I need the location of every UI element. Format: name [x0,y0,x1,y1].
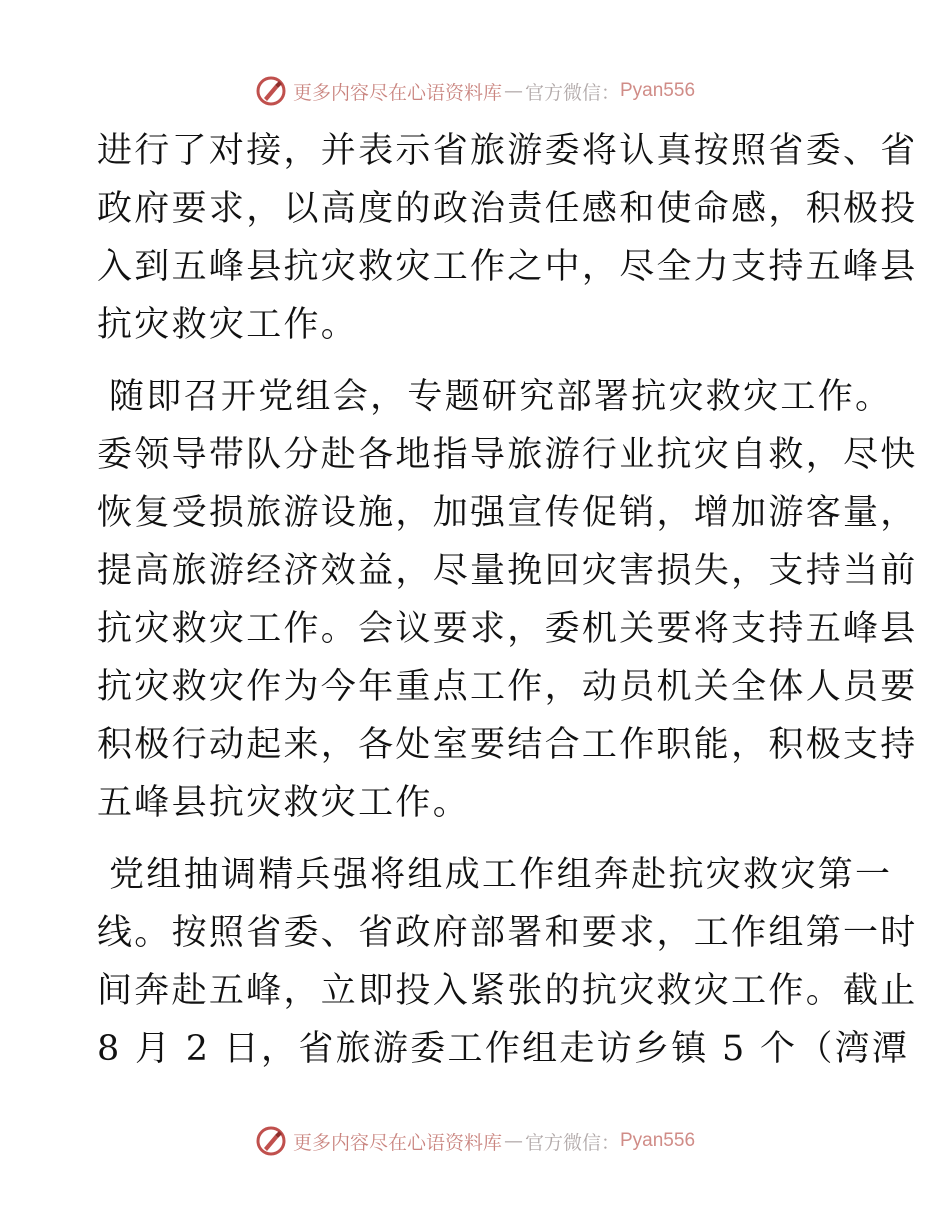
text-line: 抗灾救灾工作。 [97,305,359,345]
text-line: 积极行动起来，各处室要结合工作职能，积极支持 [97,725,918,765]
watermark-dash: — [503,1130,523,1152]
text-line: 政府要求，以高度的政治责任感和使命感，积极投 [97,189,918,229]
text-line: 抗灾救灾作为今年重点工作，动员机关全体人员要 [97,667,918,707]
footer-watermark [0,1121,950,1161]
watermark-dash: — [503,80,523,102]
watermark-text: 更多内容尽在心语资料库 [292,1131,502,1154]
document-body [97,122,918,1078]
pen-logo-icon [255,75,287,107]
watermark-text: 更多内容尽在心语资料库 [292,81,502,104]
text-line: 恢复受损旅游设施，加强宣传促销，增加游客量， [97,493,918,533]
text-line: 入到五峰县抗灾救灾工作之中，尽全力支持五峰县 [97,247,918,287]
pen-logo-icon [255,1125,287,1157]
watermark-wechat-id: Pyan556 [620,1130,696,1151]
text-line: 五峰县抗灾救灾工作。 [97,783,471,823]
text-line: 间奔赴五峰，立即投入紧张的抗灾救灾工作。截止 [97,971,918,1011]
paragraph [97,122,918,354]
text-line: 抗灾救灾工作。会议要求，委机关要将支持五峰县 [97,609,918,649]
text-line: 随即召开党组会，专题研究部署抗灾救灾工作。 [109,377,893,417]
watermark-wechat-label: 官方微信： [524,81,620,104]
paragraph [97,846,918,1078]
header-watermark [0,71,950,111]
text-line: 线。按照省委、省政府部署和要求，工作组第一时 [97,913,918,953]
watermark-wechat-id: Pyan556 [620,80,696,101]
text-line: 党组抽调精兵强将组成工作组奔赴抗灾救灾第一 [109,855,893,895]
paragraph [97,368,918,832]
text-line: 提高旅游经济效益，尽量挽回灾害损失，支持当前 [97,551,918,591]
watermark-wechat-label: 官方微信： [524,1131,620,1154]
text-line: 委领导带队分赴各地指导旅游行业抗灾自救，尽快 [97,435,918,475]
text-line: 8 月 2 日，省旅游委工作组走访乡镇 5 个（湾潭 [97,1029,910,1069]
text-line: 进行了对接，并表示省旅游委将认真按照省委、省 [97,131,918,171]
